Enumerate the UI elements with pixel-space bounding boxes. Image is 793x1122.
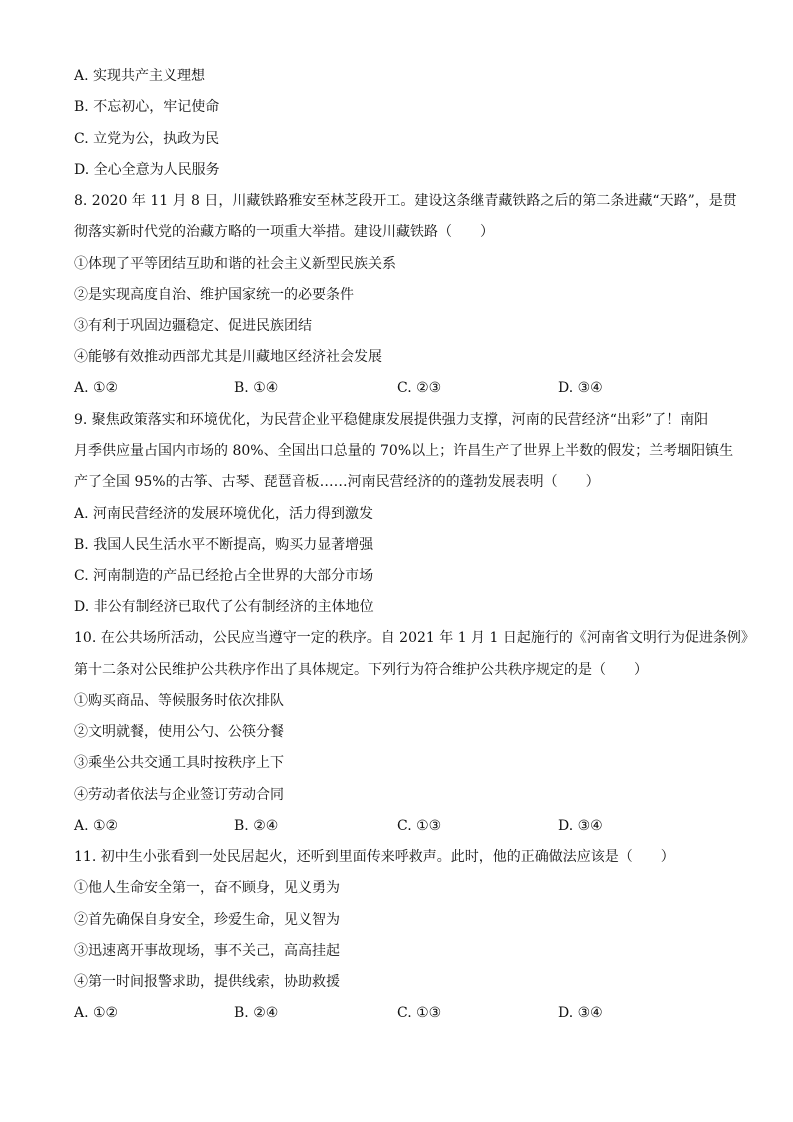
q9-stem-line: 月季供应量占国内市场的 80%、全国出口总量的 70%以上；许昌生产了世界上半数的假发；兰考堌阳镇生 (74, 443, 734, 459)
q11-choice-c: C. ①③ (397, 1005, 442, 1021)
q8-choice-d: D. ③④ (558, 380, 603, 396)
q11-item: ④第一时间报警求助，提供线索，协助救援 (74, 974, 340, 990)
option-b: B. 不忘初心，牢记使命 (74, 99, 220, 115)
q8-stem-line: 彻落实新时代党的治藏方略的一项重大举措。建设川藏铁路（ ） (74, 224, 494, 240)
q11-item: ②首先确保自身安全，珍爱生命，见义智为 (74, 912, 340, 928)
q11-choice-a: A. ①② (74, 1005, 119, 1021)
q9-option-a: A. 河南民营经济的发展环境优化，活力得到激发 (74, 506, 374, 522)
q9-option-c: C. 河南制造的产品已经抢占全世界的大部分市场 (74, 568, 374, 584)
q9-stem-line: 产了全国 95%的古筝、古琴、琵琶音板……河南民营经济的的蓬勃发展表明（ ） (74, 474, 600, 490)
q8-choice-c: C. ②③ (397, 380, 442, 396)
q8-item: ①体现了平等团结互助和谐的社会主义新型民族关系 (74, 256, 396, 272)
q11-choice-d: D. ③④ (558, 1005, 603, 1021)
q10-stem-line: 10. 在公共场所活动，公民应当遵守一定的秩序。自 2021 年 1 月 1 日起施行的《河南省文明行为促进条例》 (74, 630, 755, 646)
q10-item: ④劳动者依法与企业签订劳动合同 (74, 787, 284, 803)
q8-item: ③有利于巩固边疆稳定、促进民族团结 (74, 318, 312, 334)
q11-stem-line: 11. 初中生小张看到一处民居起火，还听到里面传来呼救声。此时，他的正确做法应该是（ ） (74, 849, 675, 865)
q10-stem-line: 第十二条对公民维护公共秩序作出了具体规定。下列行为符合维护公共秩序规定的是（ ） (74, 662, 648, 678)
q10-item: ②文明就餐，使用公勺、公筷分餐 (74, 724, 284, 740)
q11-choice-b: B. ②④ (234, 1005, 279, 1021)
q10-choice-b: B. ②④ (234, 818, 279, 834)
q10-item: ①购买商品、等候服务时依次排队 (74, 693, 284, 709)
q9-option-b: B. 我国人民生活水平不断提高，购买力显著增强 (74, 537, 374, 553)
option-a: A. 实现共产主义理想 (74, 68, 206, 84)
option-d: D. 全心全意为人民服务 (74, 162, 220, 178)
option-c: C. 立党为公，执政为民 (74, 131, 220, 147)
q11-item: ①他人生命安全第一，奋不顾身，见义勇为 (74, 880, 340, 896)
q10-choice-d: D. ③④ (558, 818, 603, 834)
q9-stem-line: 9. 聚焦政策落实和环境优化，为民营企业平稳健康发展提供强力支撑，河南的民营经济“出彩”了！南阳 (74, 412, 709, 428)
q8-stem-line: 8. 2020 年 11 月 8 日，川藏铁路雅安至林芝段开工。建设这条继青藏铁路之后的第二条进藏“天路”，是贯 (74, 193, 737, 209)
q11-item: ③迅速离开事故现场，事不关己，高高挂起 (74, 943, 340, 959)
q8-item: ②是实现高度自治、维护国家统一的必要条件 (74, 287, 354, 303)
q10-item: ③乘坐公共交通工具时按秩序上下 (74, 755, 284, 771)
q10-choice-a: A. ①② (74, 818, 119, 834)
q10-choice-c: C. ①③ (397, 818, 442, 834)
q8-item: ④能够有效推动西部尤其是川藏地区经济社会发展 (74, 349, 382, 365)
q9-option-d: D. 非公有制经济已取代了公有制经济的主体地位 (74, 599, 374, 615)
q8-choice-b: B. ①④ (234, 380, 279, 396)
q8-choice-a: A. ①② (74, 380, 119, 396)
